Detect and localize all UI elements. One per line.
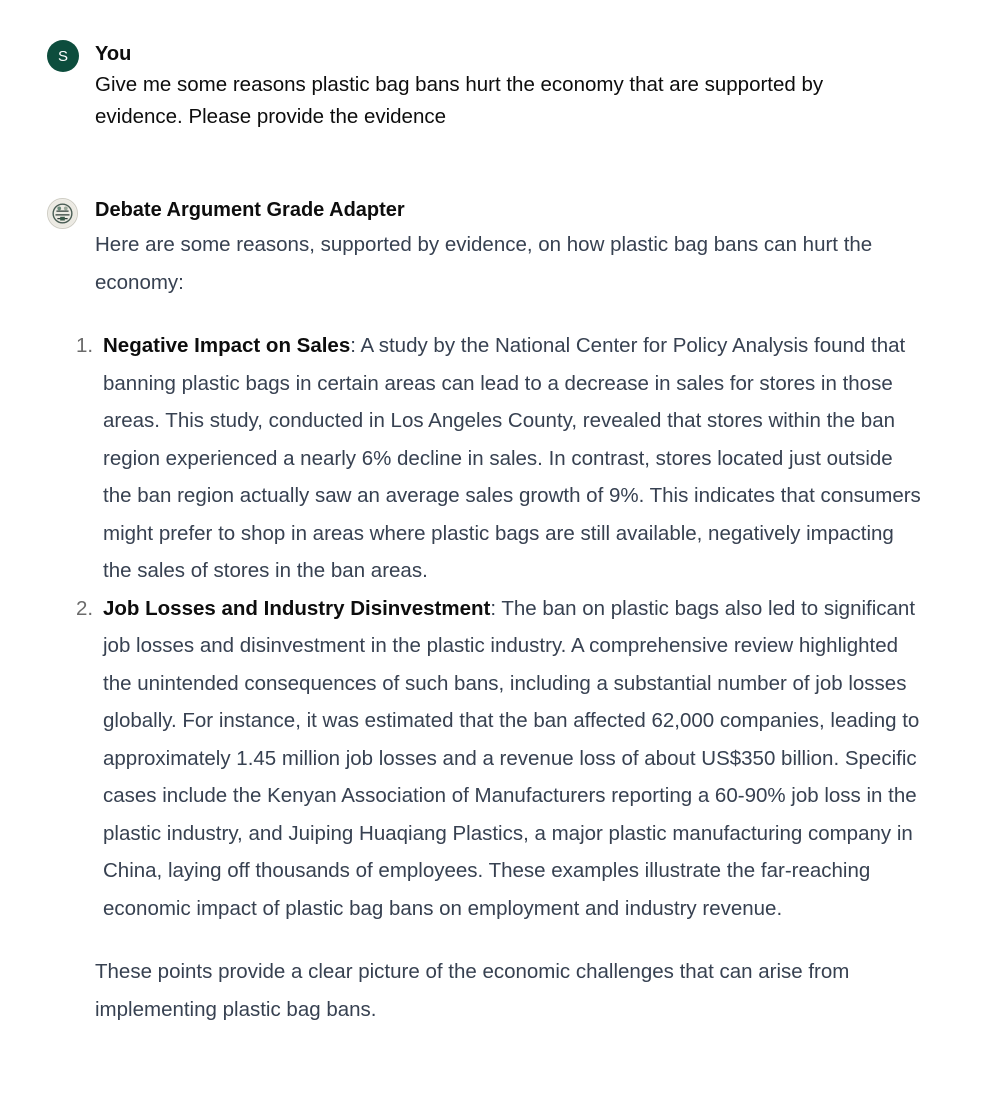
assistant-outro-text: These points provide a clear picture of the economic challenges that can arise from implementing plastic bag bans. [95, 960, 850, 1021]
assistant-sender-name: Debate Argument Grade Adapter [95, 199, 405, 221]
reasons-list [76, 327, 958, 927]
user-message-body [95, 40, 958, 133]
list-item-title: Job Losses and Industry Disinvestment [103, 596, 491, 620]
gpt-logo-icon [47, 198, 78, 229]
list-item-text: : A study by the National Center for Policy Analysis found that banning plastic bags in certain areas can lead to a decrease in sales for stores in those areas. This study, conducted in Los Angeles County, revealed that stores within the ban region experienced a nearly 6% decline in sales. In contrast, stores located just outside the ban region actually saw an average sales growth of 9%. This indicates that consumers might prefer to shop in areas where plastic bags are still available, negatively impacting the sales of stores in the ban areas. [103, 334, 921, 582]
assistant-message-body [76, 196, 958, 1028]
list-item [76, 327, 923, 590]
user-message [47, 40, 958, 133]
user-sender-name: You [95, 43, 132, 65]
list-item-title: Negative Impact on Sales [103, 334, 351, 357]
user-avatar-letter: S [57, 47, 68, 65]
list-item-number: 1. [76, 334, 94, 357]
assistant-message [47, 196, 958, 1028]
user-message-text: Give me some reasons plastic bag bans hurt the economy that are supported by evidence. Please provide the evidence [95, 73, 824, 128]
assistant-intro-text: Here are some reasons, supported by evidence, on how plastic bag bans can hurt the economy: [95, 233, 873, 294]
user-avatar [47, 40, 79, 72]
list-item-text: : The ban on plastic bags also led to significant job losses and disinvestment in the plastic industry. A comprehensive review highlighted the unintended consequences of such bans, including a substantial number of job losses globally. For instance, it was estimated that the ban affected 62,000 companies, leading to approximately 1.45 million job losses and a revenue loss of about US$350 billion. Specific cases include the Kenyan Association of Manufacturers reporting a 60-90% job loss in the plastic industry, and Juiping Huaqiang Plastics, a major plastic manufacturing company in China, laying off thousands of employees. These examples illustrate the far-reaching economic impact of plastic bag bans on employment and industry revenue. [103, 596, 920, 920]
list-item-number: 2. [76, 596, 94, 620]
list-item [76, 590, 923, 928]
